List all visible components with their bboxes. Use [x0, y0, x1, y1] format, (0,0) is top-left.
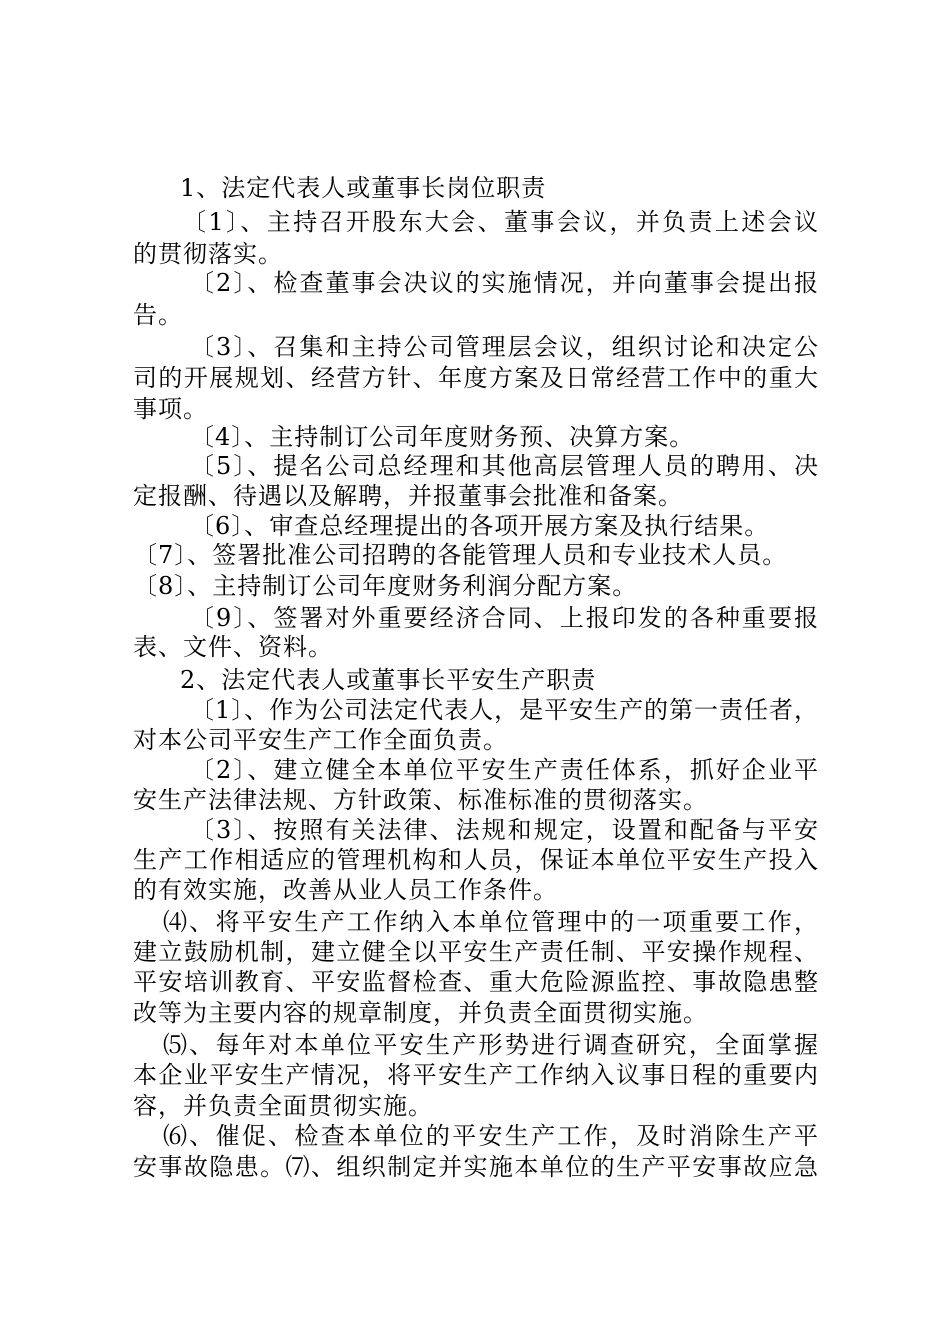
paragraph-line: 〔9〕、签署对外重要经济合同、上报印发的各种重要报 [190, 604, 818, 632]
paragraph-line: 表、文件、资料。 [133, 633, 333, 661]
paragraph-line: 〔2〕、建立健全本单位平安生产责任体系，抓好企业平 [190, 756, 818, 784]
paragraph-line: 的有效实施，改善从业人员工作条件。 [133, 876, 558, 904]
paragraph-line: 司的开展规划、经营方针、年度方案及日常经营工作中的重大 [133, 364, 818, 392]
paragraph-line: 〔6〕、审查总经理提出的各项开展方案及执行结果。 [190, 512, 770, 540]
paragraph-line: 事项。 [133, 395, 208, 423]
paragraph-line: ⑸、每年对本单位平安生产形势进行调查研究，全面掌握 [163, 1031, 818, 1059]
paragraph-line: 〔7〕、签署批准公司招聘的各能管理人员和专业技术人员。 [133, 541, 788, 569]
paragraph-line: 安事故隐患。⑺、组织制定并实施本单位的生产平安事故应急 [133, 1153, 818, 1181]
heading-line: 2、法定代表人或董事长平安生产职责 [180, 666, 597, 694]
paragraph-line: 改等为主要内容的规章制度，并负责全面贯彻实施。 [133, 999, 708, 1027]
heading-line: 1、法定代表人或董事长岗位职责 [180, 174, 547, 202]
paragraph-line: 〔1〕、作为公司法定代表人，是平安生产的第一责任者， [190, 696, 818, 724]
paragraph-line: 的贯彻落实。 [133, 240, 283, 268]
paragraph-line: 〔2〕、检查董事会决议的实施情况，并向董事会提出报 [190, 269, 818, 297]
paragraph-line: 〔4〕、主持制订公司年度财务预、决算方案。 [190, 423, 695, 451]
paragraph-line: 定报酬、待遇以及解聘，并报董事会批准和备案。 [133, 482, 683, 510]
paragraph-line: ⑷、将平安生产工作纳入本单位管理中的一项重要工作， [163, 908, 818, 936]
paragraph-line: 〔3〕、按照有关法律、法规和规定，设置和配备与平安 [190, 816, 818, 844]
paragraph-line: 对本公司平安生产工作全面负责。 [133, 726, 508, 754]
paragraph-line: ⑹、催促、检查本单位的平安生产工作，及时消除生产平 [163, 1122, 818, 1150]
paragraph-line: 容，并负责全面贯彻实施。 [133, 1092, 433, 1120]
paragraph-line: 告。 [133, 301, 183, 329]
paragraph-line: 〔3〕、召集和主持公司管理层会议，组织讨论和决定公 [190, 333, 818, 361]
paragraph-line: 平安培训教育、平安监督检查、重大危险源监控、事故隐患整 [133, 968, 818, 996]
paragraph-line: 建立鼓励机制，建立健全以平安生产责任制、平安操作规程、 [133, 938, 818, 966]
paragraph-line: 安生产法律法规、方针政策、标准标准的贯彻落实。 [133, 786, 708, 814]
paragraph-line: 生产工作相适应的管理机构和人员，保证本单位平安生产投入 [133, 846, 818, 874]
paragraph-line: 本企业平安生产情况，将平安生产工作纳入议事日程的重要内 [133, 1061, 818, 1089]
paragraph-line: 〔5〕、提名公司总经理和其他高层管理人员的聘用、决 [190, 452, 818, 480]
paragraph-line: 〔1〕、主持召开股东大会、董事会议，并负责上述会议 [182, 208, 818, 236]
paragraph-line: 〔8〕、主持制订公司年度财务利润分配方案。 [133, 572, 638, 600]
